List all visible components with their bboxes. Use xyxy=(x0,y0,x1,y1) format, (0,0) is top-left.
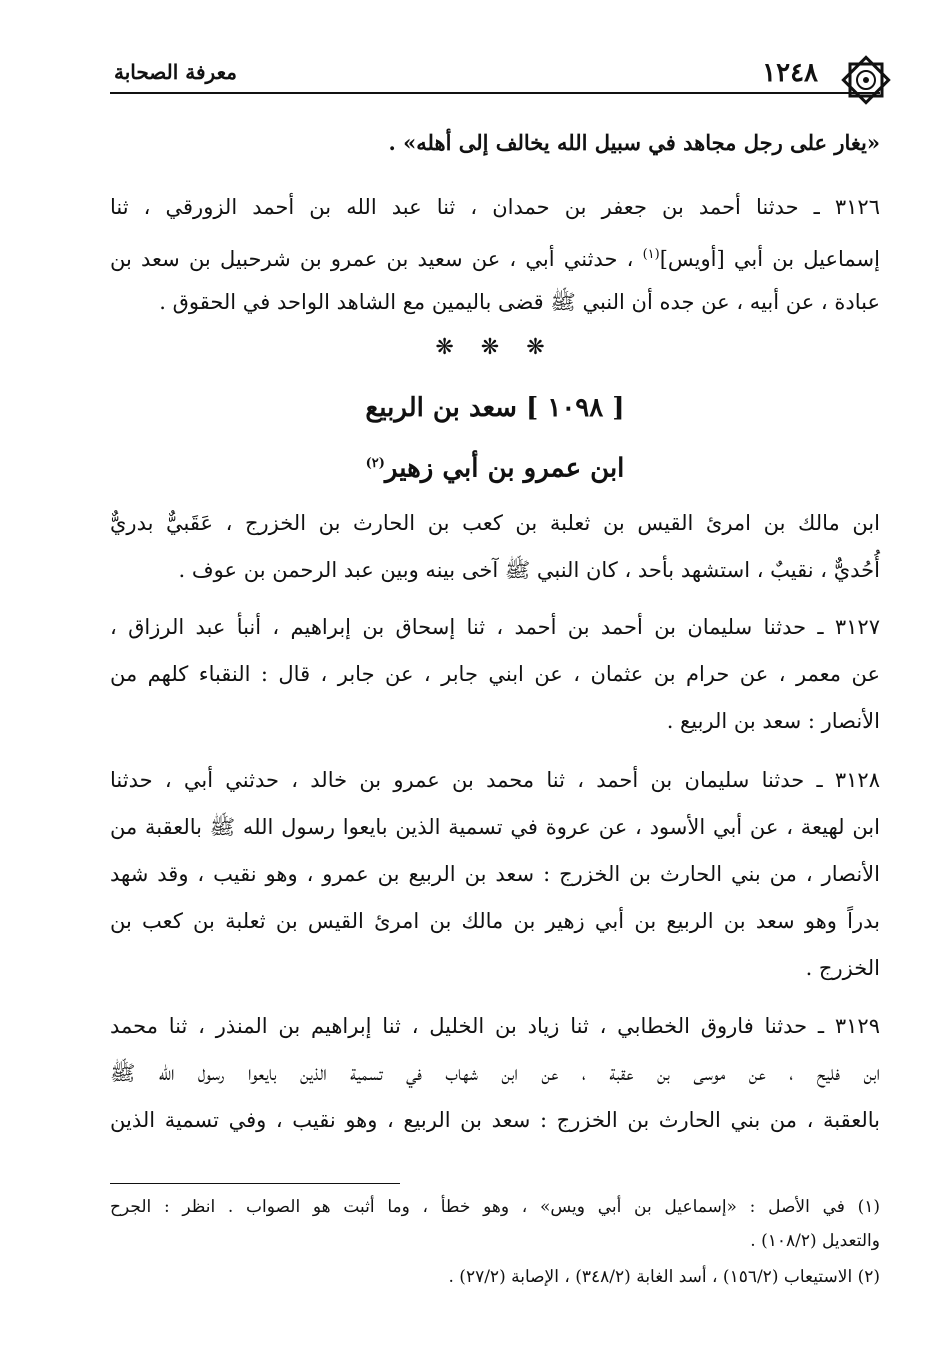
text-line: الأنصار ، من بني الحارث بن الخزرج : سعد بن الربيع بن عمرو ، وهو نقيب ، وقد شهد xyxy=(110,862,880,886)
running-title: معرفة الصحابة xyxy=(114,60,237,84)
text-line: عن معمر ، عن حرام بن عثمان ، عن ابني جابر ، عن جابر ، قال : النقباء كلهم من xyxy=(110,662,880,686)
entry-heading: [ ١٠٩٨ ] سعد بن الربيع xyxy=(365,393,625,423)
page-header xyxy=(110,52,880,92)
footnote-line: والتعديل (١٠٨/٢) . xyxy=(750,1231,880,1251)
footnote-rule xyxy=(110,1183,400,1184)
footnote-marker: (١) xyxy=(642,247,660,262)
text-line: ابن لهيعة ، عن أبي الأسود ، عن عروة في تسمية الذين بايعوا رسول الله ﷺ بالعقبة من xyxy=(110,815,880,839)
islamic-star-ornament-icon xyxy=(840,54,892,106)
text-line: عبادة ، عن أبيه ، عن جده أن النبي ﷺ قضى باليمين مع الشاهد الواحد في الحقوق . xyxy=(159,290,880,314)
text-line: ٣١٢٨ ـ حدثنا سليمان بن أحمد ، ثنا محمد بن عمرو بن خالد ، حدثني أبي ، حدثنا xyxy=(110,768,880,792)
header-rule xyxy=(110,92,880,94)
text-line: الأنصار : سعد بن الربيع . xyxy=(666,709,880,733)
text-line: بالعقبة ، من بني الحارث بن الخزرج : سعد بن الربيع ، وهو نقيب ، وفي تسمية الذين xyxy=(110,1108,880,1132)
text-line: ابن مالك بن امرئ القيس بن ثعلبة بن كعب بن الحارث بن الخزرج ، عَقَبيٌّ بدريٌّ xyxy=(110,511,880,535)
text-run: ، حدثني أبي ، عن سعيد بن عمرو بن شرحبيل بن سعد بن xyxy=(110,247,643,271)
text-line: ٣١٢٦ ـ حدثنا أحمد بن جعفر بن حمدان ، ثنا عبد الله بن أحمد الزورقي ، ثنا xyxy=(110,195,880,219)
text-line: بدراً وهو سعد بن الربيع بن أبي زهير بن مالك بن امرئ القيس بن ثعلبة بن كعب بن xyxy=(110,909,880,933)
footnote-marker: (٢) xyxy=(365,456,385,471)
section-divider-stars: ❋ ❋ ❋ xyxy=(435,335,555,360)
text-line: ٣١٢٧ ـ حدثنا سليمان بن أحمد بن أحمد ، ثنا إسحاق بن إبراهيم ، أنبأ عبد الرزاق ، xyxy=(110,615,880,639)
page-number: ١٢٤٨ xyxy=(762,58,818,88)
text-line: الخزرج . xyxy=(805,956,880,980)
text-line: ٣١٢٩ ـ حدثنا فاروق الخطابي ، ثنا زياد بن الخليل ، ثنا إبراهيم بن المنذر ، ثنا محمد xyxy=(110,1014,880,1038)
footnote-line: (٢) الاستيعاب (١٥٦/٢) ، أسد الغابة (٣٤٨/٢) ، الإصابة (٢٧/٢) . xyxy=(448,1267,880,1287)
text-run: إسماعيل بن أبي [أويس] xyxy=(659,247,880,271)
text-line xyxy=(110,240,880,274)
subheading-text: ابن عمرو بن أبي زهير xyxy=(384,453,625,484)
footnote-line: (١) في الأصل : «إسماعيل بن أبي ويس» ، وهو خطأ ، وما أثبت هو الصواب . انظر : الجرح xyxy=(110,1197,880,1217)
entry-subheading xyxy=(110,446,880,487)
text-line: ابن فليح ، عن موسى بن عقبة ، عن ابن شهاب في تسمية الذين بايعوا رسول الله ﷺ xyxy=(110,1061,880,1085)
text-line: «يغار على رجل مجاهد في سبيل الله يخالف إلى أهله» . xyxy=(388,130,880,155)
text-line: أُحُديٌّ ، نقيبٌ ، استشهد بأحد ، كان النبي ﷺ آخى بينه وبين عبد الرحمن بن عوف . xyxy=(178,558,880,582)
